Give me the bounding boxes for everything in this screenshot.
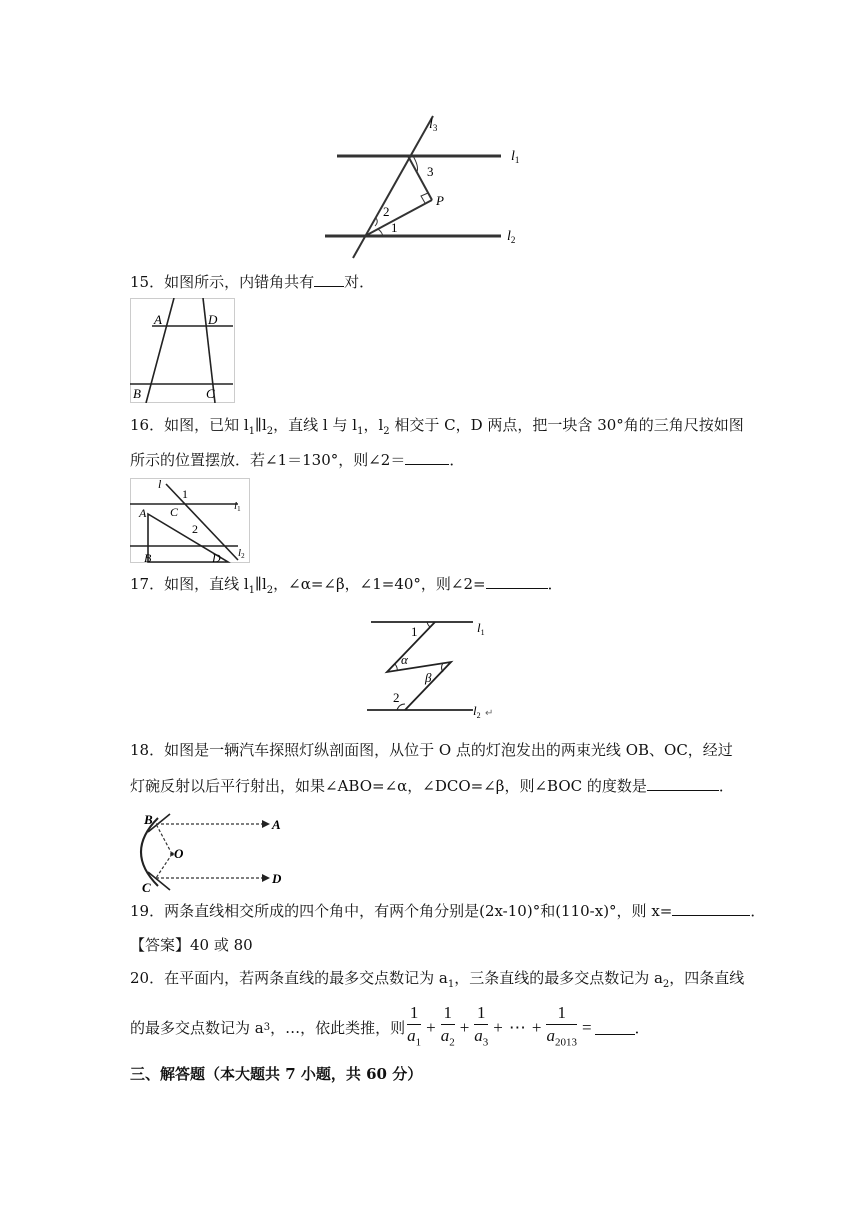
label-c: C <box>206 386 215 401</box>
question-text-tail: ． <box>750 902 766 920</box>
answer-value: 40 或 80 <box>190 936 253 954</box>
reflector-c <box>148 872 170 890</box>
answer-blank <box>647 790 719 791</box>
question-19 <box>130 901 765 921</box>
label-l1: $l_1$ <box>477 620 485 637</box>
question-text: ，三条直线的最多交点数记为 a <box>454 969 663 987</box>
question-text: ∥l <box>255 416 267 434</box>
figure-q17 <box>365 612 505 720</box>
question-text: 如图是一辆汽车探照灯纵剖面图，从位于 O 点的灯泡发出的两束光线 OB、OC，经过 <box>164 741 733 759</box>
label-a: A <box>272 817 281 832</box>
arrow-d-icon <box>262 874 270 882</box>
figure-q15 <box>130 298 235 403</box>
label-l2: $l_2$ <box>473 703 481 720</box>
label-b: B <box>144 812 153 827</box>
angle-label-2: 2 <box>393 690 400 705</box>
angle-label-1: 1 <box>391 220 398 235</box>
answer-blank <box>405 464 449 465</box>
angle-label-3: 3 <box>427 164 434 179</box>
arrow-a-icon <box>262 820 270 828</box>
question-number: 15． <box>130 273 165 291</box>
equals-sign: = <box>581 1018 592 1037</box>
question-text: 灯碗反射以后平行射出，如果∠ABO=∠α，∠DCO=∠β，则∠BOC 的度数是 <box>130 777 647 795</box>
ray-oc <box>156 854 172 878</box>
label-p: P <box>436 193 444 208</box>
angle-label-1: 1 <box>182 487 188 501</box>
ray-ob <box>156 824 172 854</box>
question-16-line2 <box>130 450 464 470</box>
ellipsis: ⋯ <box>508 1018 526 1037</box>
question-text: ，∠α=∠β，∠1=40°，则∠2= <box>273 575 486 593</box>
label-c: C <box>142 880 151 894</box>
fraction-1-a2013: $\frac{1}{a_{2013}}$ <box>546 1003 577 1049</box>
plus-sign: + <box>459 1018 470 1037</box>
question-text-tail: ． <box>718 777 734 795</box>
figure-q14 <box>325 108 525 260</box>
question-number: 16． <box>130 416 165 434</box>
question-text: ，四条直线 <box>669 969 745 987</box>
question-text: 所示的位置摆放．若∠1＝130°，则∠2＝ <box>130 451 406 469</box>
line-l <box>166 484 238 560</box>
label-d: D <box>208 312 218 327</box>
question-text: ，l <box>363 416 384 434</box>
question-text: ∥l <box>255 575 267 593</box>
question-text: 在平面内，若两条直线的最多交点数记为 a <box>164 969 448 987</box>
label-b: B <box>144 551 152 563</box>
question-number: 20． <box>130 969 165 987</box>
label-b: B <box>133 386 141 401</box>
label-l2: $l_2$ <box>507 229 516 245</box>
label-a: A <box>139 506 147 520</box>
label-a: A <box>154 312 162 327</box>
label-c: C <box>170 505 179 519</box>
label-l: l <box>158 478 162 491</box>
label-d: D <box>212 551 221 563</box>
label-l1: $l_1$ <box>511 149 520 165</box>
fraction-1-a3: $\frac{1}{a_3}$ <box>474 1003 489 1049</box>
answer-19 <box>130 935 253 955</box>
plus-sign: + <box>531 1018 542 1037</box>
question-number: 17． <box>130 575 165 593</box>
angle-label-beta: β <box>425 670 432 685</box>
question-text: 的最多交点数记为 a <box>130 1019 264 1037</box>
question-16: 16．如图，已知 $l_1\parallel l_2$，直线 l 与 $l_1$，$l_2$ 相交于 C，D 两点，把一块含 30°角的三角尺按如图 <box>130 416 744 437</box>
figure-q18 <box>130 812 290 894</box>
question-text-tail: 对． <box>344 273 375 291</box>
question-text: 如图，已知 l <box>164 416 249 434</box>
section-3-title: 三、解答题（本大题共 7 小题，共 60 分） <box>130 1065 423 1083</box>
question-15 <box>130 272 374 292</box>
question-18 <box>130 740 733 760</box>
answer-blank <box>672 915 750 916</box>
answer-blank <box>486 588 548 589</box>
angle-label-2: 2 <box>192 522 198 536</box>
question-17: 17．如图，直线 $l_1\parallel l_2$，∠α=∠β，∠1=40°，则∠2= ． <box>130 575 563 596</box>
fraction-1-a2: $\frac{1}{a_2}$ <box>440 1003 455 1049</box>
right-angle-mark <box>421 193 428 203</box>
question-text: 两条直线相交所成的四个角中，有两个角分别是(2x-10)°和(110-x)°，则 x= <box>164 902 673 920</box>
angle-label-alpha: α <box>401 652 408 667</box>
plus-sign: + <box>426 1018 436 1037</box>
question-18-line2 <box>130 776 734 796</box>
figure-q16 <box>130 478 250 563</box>
question-number: 18． <box>130 741 165 759</box>
angle-label-1: 1 <box>411 624 418 639</box>
question-text: 如图所示，内错角共有 <box>164 273 315 291</box>
plus-sign: + <box>493 1018 503 1037</box>
lamp-bowl <box>141 818 158 886</box>
question-text-tail: ． <box>547 575 563 593</box>
question-20-line2: 的最多交点数记为 a 3 ，…，依此类推，则 $\frac{1}{a_1}$ + $\frac{1}{a_2}$ + $\frac{1}{a_3}$ + ⋯ + $\frac{1}{a_{2013}}$ = ． <box>130 1000 650 1056</box>
question-text: 相交于 C，D 两点，把一块含 30°角的三角尺按如图 <box>389 416 744 434</box>
label-d: D <box>272 871 282 886</box>
label-o: O <box>174 846 184 861</box>
answer-label: 【答案】 <box>130 936 191 954</box>
label-l1: l1 <box>234 500 241 513</box>
question-text: 如图，直线 l <box>164 575 249 593</box>
angle-label-2: 2 <box>383 204 390 219</box>
question-text: ，直线 l 与 l <box>273 416 358 434</box>
figure-border <box>131 299 235 403</box>
label-l3: $l_3$ <box>429 117 438 133</box>
question-text-tail: ． <box>449 451 465 469</box>
question-20: 20．在平面内，若两条直线的最多交点数记为 $a_1$，三条直线的最多交点数记为 $a_2$，四条直线 <box>130 969 745 990</box>
answer-blank <box>595 1034 635 1035</box>
return-mark-icon: ↵ <box>485 708 494 719</box>
fraction-1-a1: $\frac{1}{a_1}$ <box>407 1003 422 1049</box>
label-l2: l2 <box>238 547 245 560</box>
question-text-tail: ． <box>634 1019 650 1037</box>
question-number: 19． <box>130 902 165 920</box>
question-text: ，…，依此类推，则 <box>270 1019 406 1037</box>
answer-blank <box>314 286 344 287</box>
